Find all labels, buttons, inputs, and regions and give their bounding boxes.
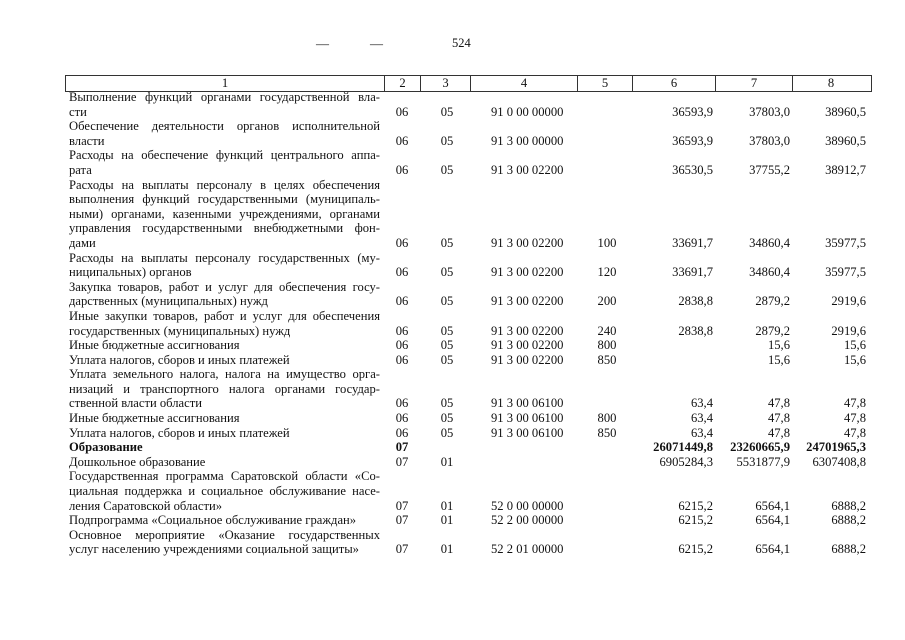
cell-c8: 38912,7 xyxy=(825,162,866,177)
cell-c5: 800 xyxy=(597,411,617,426)
cell-c7: 2879,2 xyxy=(755,294,790,309)
description-line: Выполнение функций органами государственной вла- xyxy=(69,90,380,104)
cell-c4: 52 0 00 00000 xyxy=(491,498,564,513)
cell-c2: 06 xyxy=(395,104,409,119)
row-description xyxy=(69,367,380,411)
row-description xyxy=(69,338,380,353)
cell-c3: 05 xyxy=(440,133,454,148)
cell-c7: 6564,1 xyxy=(755,513,790,528)
description-line: ными) органами, казенными учреждениями, органами xyxy=(69,206,380,221)
description-line: ления Саратовской области» xyxy=(69,498,222,513)
cell-c3: 01 xyxy=(440,542,454,557)
cell-c4: 52 2 00 00000 xyxy=(491,513,564,528)
description-line: дарственных (муниципальных) нужд xyxy=(69,294,268,309)
cell-c6: 6215,2 xyxy=(678,498,713,513)
table-row xyxy=(0,528,905,557)
description-line: услуг населению учреждениями социальной защиты» xyxy=(69,542,359,557)
column-header-7: 7 xyxy=(716,76,793,91)
cell-c6: 36593,9 xyxy=(672,104,713,119)
description-line: Уплата налогов, сборов и иных платежей xyxy=(69,425,290,440)
cell-c6: 2838,8 xyxy=(678,323,713,338)
description-line: циальная поддержка и социальное обслуживание насе- xyxy=(69,484,380,499)
column-header-1: 1 xyxy=(66,76,385,91)
cell-c4: 91 3 00 02200 xyxy=(491,352,564,367)
cell-c2: 06 xyxy=(395,396,409,411)
cell-c7: 23260665,9 xyxy=(730,440,790,455)
description-line: Расходы на выплаты персоналу в целях обеспечения xyxy=(69,177,380,192)
description-line: Подпрограмма «Социальное обслуживание граждан» xyxy=(69,513,357,528)
cell-c3: 05 xyxy=(440,396,454,411)
cell-c7: 15,6 xyxy=(767,352,790,367)
row-description xyxy=(69,528,380,557)
row-description xyxy=(69,440,380,455)
table-row xyxy=(0,440,905,455)
description-line: ниципальных) органов xyxy=(69,265,192,280)
table-row xyxy=(0,119,905,148)
description-line: ственной власти области xyxy=(69,396,202,411)
cell-c2: 07 xyxy=(395,440,409,455)
cell-c5: 200 xyxy=(597,294,617,309)
cell-c4: 91 3 00 06100 xyxy=(491,396,564,411)
cell-c2: 07 xyxy=(395,542,409,557)
description-line: Образование xyxy=(69,440,143,455)
cell-c4: 91 3 00 00000 xyxy=(491,133,564,148)
cell-c4: 91 0 00 00000 xyxy=(491,104,564,119)
cell-c6: 33691,7 xyxy=(672,235,713,250)
cell-c3: 05 xyxy=(440,162,454,177)
cell-c5: 100 xyxy=(597,235,617,250)
row-description xyxy=(69,178,380,251)
description-line: Иные закупки товаров, работ и услуг для обеспечения xyxy=(69,308,380,323)
cell-c4: 91 3 00 02200 xyxy=(491,162,564,177)
description-line: дами xyxy=(69,235,96,250)
cell-c8: 35977,5 xyxy=(825,235,866,250)
column-header-3: 3 xyxy=(421,76,471,91)
cell-c8: 47,8 xyxy=(843,425,866,440)
cell-c6: 33691,7 xyxy=(672,265,713,280)
column-header-5: 5 xyxy=(578,76,633,91)
cell-c4: 91 3 00 02200 xyxy=(491,338,564,353)
cell-c7: 37755,2 xyxy=(749,162,790,177)
row-description xyxy=(69,469,380,513)
cell-c8: 6888,2 xyxy=(831,542,866,557)
cell-c6: 26071449,8 xyxy=(653,440,713,455)
cell-c3: 05 xyxy=(440,338,454,353)
cell-c6: 36530,5 xyxy=(672,162,713,177)
cell-c8: 38960,5 xyxy=(825,104,866,119)
cell-c8: 35977,5 xyxy=(825,265,866,280)
description-line: Расходы на обеспечение функций центрального аппа- xyxy=(69,148,380,163)
table-row xyxy=(0,338,905,353)
cell-c3: 05 xyxy=(440,104,454,119)
row-description xyxy=(69,353,380,368)
cell-c4: 91 3 00 02200 xyxy=(491,265,564,280)
header-dash-left: — xyxy=(316,36,329,51)
cell-c4: 91 3 00 02200 xyxy=(491,294,564,309)
column-header-2: 2 xyxy=(385,76,421,91)
cell-c7: 47,8 xyxy=(767,396,790,411)
page-number: 524 xyxy=(452,36,471,50)
cell-c3: 05 xyxy=(440,235,454,250)
row-description xyxy=(69,251,380,280)
row-description xyxy=(69,148,380,177)
table-row xyxy=(0,411,905,426)
cell-c8: 6888,2 xyxy=(831,513,866,528)
cell-c7: 5531877,9 xyxy=(736,454,790,469)
description-line: государственных (муниципальных) нужд xyxy=(69,323,291,338)
cell-c8: 15,6 xyxy=(843,352,866,367)
cell-c2: 06 xyxy=(395,265,409,280)
cell-c2: 06 xyxy=(395,133,409,148)
cell-c4: 91 3 00 02200 xyxy=(491,235,564,250)
table-row xyxy=(0,251,905,280)
cell-c4: 91 3 00 06100 xyxy=(491,411,564,426)
table-row xyxy=(0,178,905,251)
table-row xyxy=(0,280,905,309)
cell-c6: 63,4 xyxy=(690,411,713,426)
cell-c2: 06 xyxy=(395,162,409,177)
row-description xyxy=(69,411,380,426)
cell-c2: 06 xyxy=(395,235,409,250)
table-row xyxy=(0,353,905,368)
cell-c2: 07 xyxy=(395,454,409,469)
column-header-6: 6 xyxy=(633,76,716,91)
table-row xyxy=(0,426,905,441)
cell-c2: 06 xyxy=(395,425,409,440)
cell-c2: 06 xyxy=(395,338,409,353)
table-row xyxy=(0,367,905,411)
cell-c7: 6564,1 xyxy=(755,498,790,513)
cell-c7: 34860,4 xyxy=(749,265,790,280)
cell-c7: 47,8 xyxy=(767,425,790,440)
cell-c3: 05 xyxy=(440,294,454,309)
description-line: низаций и транспортного налога органами государ- xyxy=(69,381,380,396)
cell-c4: 52 2 01 00000 xyxy=(491,542,564,557)
description-line: Уплата налогов, сборов и иных платежей xyxy=(69,352,290,367)
cell-c2: 06 xyxy=(395,352,409,367)
cell-c6: 6215,2 xyxy=(678,542,713,557)
cell-c3: 01 xyxy=(440,498,454,513)
row-description xyxy=(69,119,380,148)
cell-c8: 2919,6 xyxy=(831,323,866,338)
cell-c5: 120 xyxy=(597,265,617,280)
row-description xyxy=(69,309,380,338)
cell-c5: 850 xyxy=(597,352,617,367)
description-line: Дошкольное образование xyxy=(69,454,206,469)
table-row xyxy=(0,455,905,470)
description-line: рата xyxy=(69,162,92,177)
cell-c5: 850 xyxy=(597,425,617,440)
cell-c6: 6215,2 xyxy=(678,513,713,528)
row-description xyxy=(69,455,380,470)
cell-c3: 05 xyxy=(440,411,454,426)
cell-c6: 63,4 xyxy=(690,396,713,411)
cell-c8: 2919,6 xyxy=(831,294,866,309)
row-description xyxy=(69,280,380,309)
description-line: Уплата земельного налога, налога на имущество орга- xyxy=(69,367,380,382)
table-row xyxy=(0,469,905,513)
table-row xyxy=(0,513,905,528)
description-line: управления государственными внебюджетными фон- xyxy=(69,221,380,236)
cell-c4: 91 3 00 06100 xyxy=(491,425,564,440)
table-row xyxy=(0,309,905,338)
cell-c3: 05 xyxy=(440,323,454,338)
cell-c6: 6905284,3 xyxy=(659,454,713,469)
row-description xyxy=(69,513,380,528)
description-line: Основное мероприятие «Оказание государственных xyxy=(69,527,380,542)
description-line: выполнения функций государственными (муниципаль- xyxy=(69,192,380,207)
cell-c2: 06 xyxy=(395,323,409,338)
description-line: Иные бюджетные ассигнования xyxy=(69,338,240,353)
description-line: Иные бюджетные ассигнования xyxy=(69,411,240,426)
cell-c6: 2838,8 xyxy=(678,294,713,309)
description-line: власти xyxy=(69,133,105,148)
description-line: Государственная программа Саратовской области «Со- xyxy=(69,469,380,484)
cell-c7: 15,6 xyxy=(767,338,790,353)
cell-c8: 38960,5 xyxy=(825,133,866,148)
cell-c8: 15,6 xyxy=(843,338,866,353)
cell-c6: 36593,9 xyxy=(672,133,713,148)
header-dash-right: — xyxy=(370,36,383,51)
table-row xyxy=(0,90,905,119)
cell-c3: 05 xyxy=(440,352,454,367)
cell-c5: 240 xyxy=(597,323,617,338)
cell-c7: 37803,0 xyxy=(749,104,790,119)
cell-c4: 91 3 00 02200 xyxy=(491,323,564,338)
cell-c7: 37803,0 xyxy=(749,133,790,148)
table-body xyxy=(0,90,905,557)
cell-c8: 24701965,3 xyxy=(806,440,866,455)
cell-c3: 01 xyxy=(440,454,454,469)
description-line: Закупка товаров, работ и услуг для обеспечения госу- xyxy=(69,279,380,294)
column-header-4: 4 xyxy=(471,76,578,91)
column-header-8: 8 xyxy=(827,76,835,90)
table-row xyxy=(0,148,905,177)
cell-c8: 6888,2 xyxy=(831,498,866,513)
cell-c2: 06 xyxy=(395,411,409,426)
cell-c7: 6564,1 xyxy=(755,542,790,557)
row-description xyxy=(69,426,380,441)
cell-c5: 800 xyxy=(597,338,617,353)
description-line: Обеспечение деятельности органов исполнительной xyxy=(69,119,380,134)
cell-c3: 01 xyxy=(440,513,454,528)
cell-c3: 05 xyxy=(440,425,454,440)
cell-c3: 05 xyxy=(440,265,454,280)
cell-c7: 47,8 xyxy=(767,411,790,426)
cell-c2: 07 xyxy=(395,513,409,528)
description-line: Расходы на выплаты персоналу государственных (му- xyxy=(69,250,380,265)
cell-c8: 47,8 xyxy=(843,396,866,411)
cell-c2: 07 xyxy=(395,498,409,513)
row-description xyxy=(69,90,380,119)
description-line: сти xyxy=(69,104,87,119)
cell-c2: 06 xyxy=(395,294,409,309)
cell-c7: 2879,2 xyxy=(755,323,790,338)
cell-c8: 47,8 xyxy=(843,411,866,426)
cell-c6: 63,4 xyxy=(690,425,713,440)
cell-c8: 6307408,8 xyxy=(812,454,866,469)
cell-c7: 34860,4 xyxy=(749,235,790,250)
